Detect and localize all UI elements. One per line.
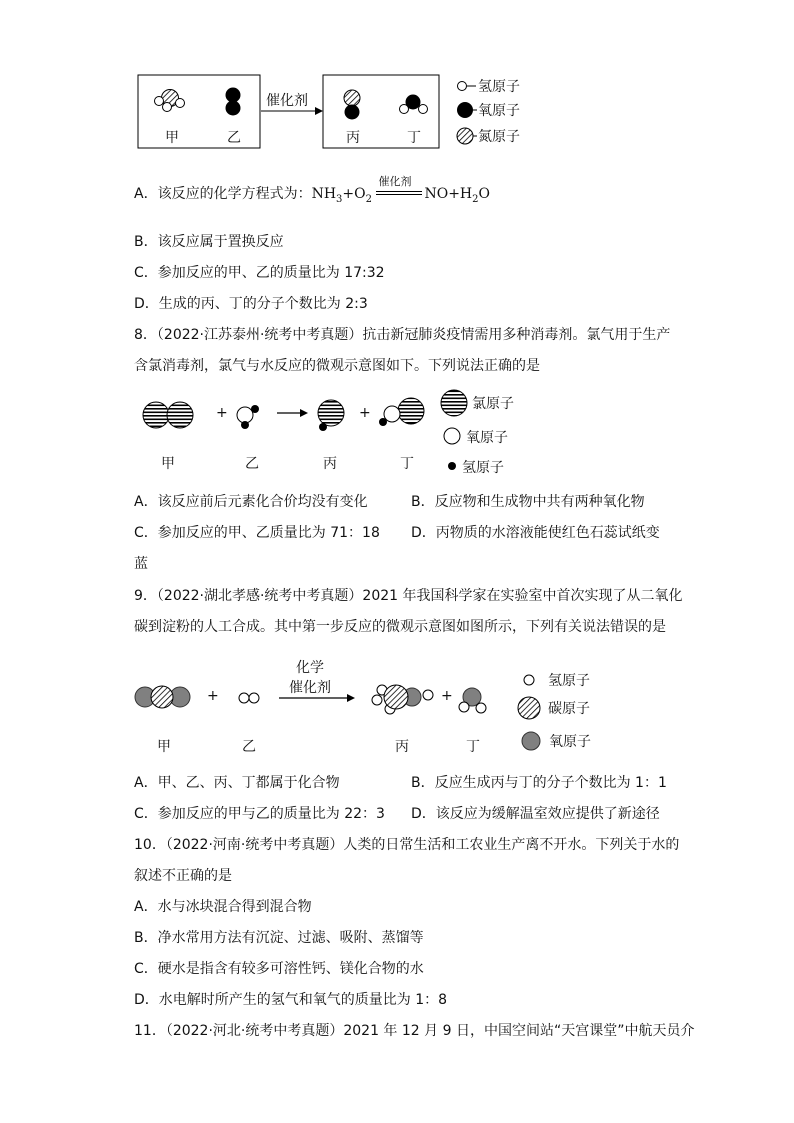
q9-arrow-top: 化学 — [296, 660, 324, 676]
q8-option-d: D．丙物质的水溶液能使红色石蕊试纸变 — [411, 525, 660, 541]
q7-label-bing: 丙 — [346, 130, 360, 146]
q8-option-b: B．反应物和生成物中共有两种氧化物 — [411, 494, 645, 510]
q8-option-c: C．参加反应的甲、乙质量比为 71：18 — [134, 525, 380, 541]
q9-label-bing: 丙 — [395, 739, 409, 755]
q9-plus-2: + — [441, 688, 453, 704]
q9-option-c: C．参加反应的甲与乙的质量比为 22：3 — [134, 806, 385, 822]
legend-icons — [457, 82, 477, 145]
molecule-ding-hclo — [379, 398, 424, 426]
q8-option-d-cont: 蓝 — [134, 556, 148, 572]
q10-option-b: B．净水常用方法有沉淀、过滤、吸附、蒸馏等 — [134, 930, 424, 946]
q8-option-a: A．该反应前后元素化合价均没有变化 — [134, 494, 368, 510]
q7-option-a: A．该反应的化学方程式为：$NH_3+O_2$ 催化剂 $NO+H_2O$ — [134, 175, 490, 205]
molecule-yi-o2 — [226, 88, 241, 116]
q10-option-a: A．水与冰块混合得到混合物 — [134, 899, 312, 915]
q9-stem-line1: 9．（2022·湖北孝感·统考中考真题）2021 年我国科学家在实验室中首次实现了从二氧化 — [134, 588, 683, 604]
q9-legend-h: 氢原子 — [548, 673, 590, 689]
q8-label-bing: 丙 — [323, 456, 337, 472]
q7-label-jia: 甲 — [165, 130, 179, 146]
q8-stem-line2: 含氯消毒剂，氯气与水反应的微观示意图如下。下列说法正确的是 — [134, 358, 540, 374]
q7-legend-h: 氢原子 — [478, 79, 520, 95]
molecule-ding-h2o — [400, 95, 428, 114]
q8-label-jia: 甲 — [161, 456, 175, 472]
q9-option-b: B．反应生成丙与丁的分子个数比为 1：1 — [411, 775, 667, 791]
q8-label-yi: 乙 — [245, 456, 259, 472]
q8-plus-1: + — [216, 405, 228, 421]
q9-option-a: A．甲、乙、丙、丁都属于化合物 — [134, 775, 340, 791]
q8-stem-line1: 8．（2022·江苏泰州·统考中考真题）抗击新冠肺炎疫情需用多种消毒剂。氯气用于生产 — [134, 327, 671, 343]
q7-diagram-svg — [0, 0, 794, 160]
q9-legend-o: 氧原子 — [549, 734, 591, 750]
molecule-bing-hcl — [318, 400, 344, 431]
molecule-jia-nh3 — [155, 90, 185, 112]
q9-label-yi: 乙 — [242, 739, 256, 755]
q10-option-c: C．硬水是指含有较多可溶性钙、镁化合物的水 — [134, 961, 424, 977]
q10-stem-line2: 叙述不正确的是 — [134, 868, 232, 884]
molecule-bing-no — [344, 90, 360, 120]
q9-legend-icons — [518, 675, 540, 750]
q7-label-yi: 乙 — [227, 130, 241, 146]
q7-option-c: C．参加反应的甲、乙的质量比为 17:32 — [134, 265, 385, 281]
q7-label-ding: 丁 — [407, 130, 421, 146]
q8-legend-h: 氢原子 — [462, 460, 504, 476]
q11-stem-line1: 11．（2022·河北·统考中考真题）2021 年 12 月 9 日，中国空间站“天宫课堂”中航天员介 — [134, 1023, 695, 1039]
q9-stem-line2: 碳到淀粉的人工合成。其中第一步反应的微观示意图如图所示，下列有关说法错误的是 — [134, 619, 666, 635]
q7-legend-o: 氧原子 — [478, 103, 520, 119]
q9-plus-1: + — [207, 688, 219, 704]
arrowhead — [315, 107, 323, 115]
q10-stem-line1: 10．（2022·河南·统考中考真题）人类的日常生活和工农业生产离不开水。下列关于水的 — [134, 837, 680, 853]
molecule-yi-h2o — [237, 405, 259, 429]
q7-option-b: B．该反应属于置换反应 — [134, 234, 284, 250]
q9-option-d: D．该反应为缓解温室效应提供了新途径 — [411, 806, 660, 822]
q8-label-ding: 丁 — [400, 456, 414, 472]
q9-label-jia: 甲 — [157, 739, 171, 755]
molecule-ding-h2o — [459, 688, 486, 713]
equation-condition: 催化剂 — [376, 184, 424, 204]
q8-legend-o: 氧原子 — [466, 430, 508, 446]
molecule-jia-co2 — [135, 686, 190, 708]
q8-diagram-svg — [0, 380, 794, 490]
q9-legend-c: 碳原子 — [548, 701, 590, 717]
q8-legend-cl: 氯原子 — [472, 396, 514, 412]
molecule-jia-cl2 — [143, 402, 193, 428]
q7-legend-n: 氮原子 — [478, 129, 520, 145]
molecule-yi-h2 — [239, 693, 259, 703]
q10-option-d: D．水电解时所产生的氢气和氧气的质量比为 1：8 — [134, 992, 448, 1008]
molecule-bing-ch3oh — [372, 685, 433, 714]
q7-arrow-label: 催化剂 — [266, 93, 308, 109]
q8-plus-2: + — [359, 405, 371, 421]
q7-option-d: D．生成的丙、丁的分子个数比为 2:3 — [134, 296, 368, 312]
q9-label-ding: 丁 — [466, 739, 480, 755]
q9-arrow-bottom: 催化剂 — [289, 680, 331, 696]
